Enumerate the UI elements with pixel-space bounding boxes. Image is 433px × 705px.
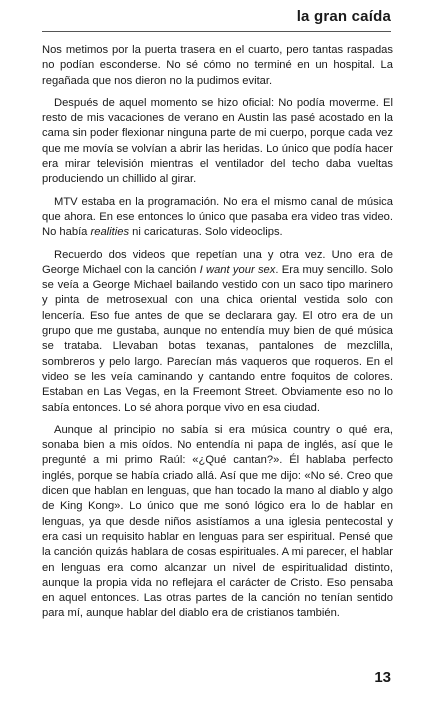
- paragraph: [42, 248, 393, 416]
- italic-text: realities: [90, 226, 130, 239]
- paragraph: [42, 195, 393, 241]
- text-run: Después de aquel momento se hizo oficial: No podía moverme. El resto de mis vacaciones de verano en Austin las pasé acostado en la cama sin poder flexionar ninguna parte de mi cuerpo, porque cada vez que me movía se volvían a abrir las heridas. Lo único que podía hacer era mirar televisión mientras el ventilador del techo daba vueltas produciendo un chillido al girar.: [42, 96, 393, 186]
- paragraph: [42, 96, 393, 188]
- body-text: [42, 43, 393, 629]
- page-number: 13: [374, 669, 391, 686]
- text-run: Nos metimos por la puerta trasera en el cuarto, pero tantas raspadas no podían esconderse. No sé cómo no terminé en un hospital. La regañada que nos dieron no la pudimos evitar.: [42, 44, 393, 87]
- text-run: MTV estaba en la programación. No era el mismo canal de música que ahora. En ese entonces lo único que pasaba era video tras video. No había: [42, 195, 393, 239]
- text-run: . Era muy sencillo. Solo se veía a George Michael bailando vestido con un saco tipo marinero y pinta de metrosexual con una chica oriental vestida solo con lencería. Eso fue antes de que se declarara gay. El otro era de un grupo que me gustaba, aunque no entendía muy bien de qué música se trataba. Llevaban botas texanas, pantalones de mezclilla, sombreros y pelo largo. Parecían más vaqueros que roqueros. En el video se les veía caminando y cantando entre foquitos de colores. Estaban en Las Vegas, en la Freemont Street. Obviamente eso no lo sabía entonces. Lo sé ahora porque vivo en esa ciudad.: [42, 263, 393, 414]
- paragraph: [42, 43, 393, 89]
- paragraph: [42, 423, 393, 622]
- running-header: la gran caída: [296, 8, 391, 25]
- header-rule: [42, 31, 391, 32]
- text-run: ni caricaturas. Solo videoclips.: [129, 226, 283, 239]
- italic-text: I want your sex: [199, 263, 276, 276]
- text-run: Aunque al principio no sabía si era música country o qué era, sonaba bien a mis oídos. No entendía ni papa de inglés, así que le pregunté a mi primo Raúl: «¿Qué cantan?». Él hablaba perfecto inglés, porque se había criado allá. Así que me dijo: «No sé. Creo que dicen que hablan en lenguas, que han tocado la mano al diablo y algo de King Kong». Lo único que me sonó lógico era lo de hablar en lenguas, ya que desde niños asistíamos a una iglesia pentecostal y era casi un requisito hablar en lenguas para ser espiritual. Pensé que la canción quizás hablara de cosas espirituales. A mi parecer, el hablar en lenguas era como alcanzar un nivel de espiritualidad distinto, aunque la propia vida no reflejara el carácter de Cristo. Eso pensaba en aquel entonces. Las otras partes de la canción no tenían sentido para mí, aunque hablar del diablo era de cristianos también.: [42, 423, 393, 620]
- text-run: Recuerdo dos videos que repetían una y otra vez. Uno era de George Michael con la canción: [42, 248, 393, 276]
